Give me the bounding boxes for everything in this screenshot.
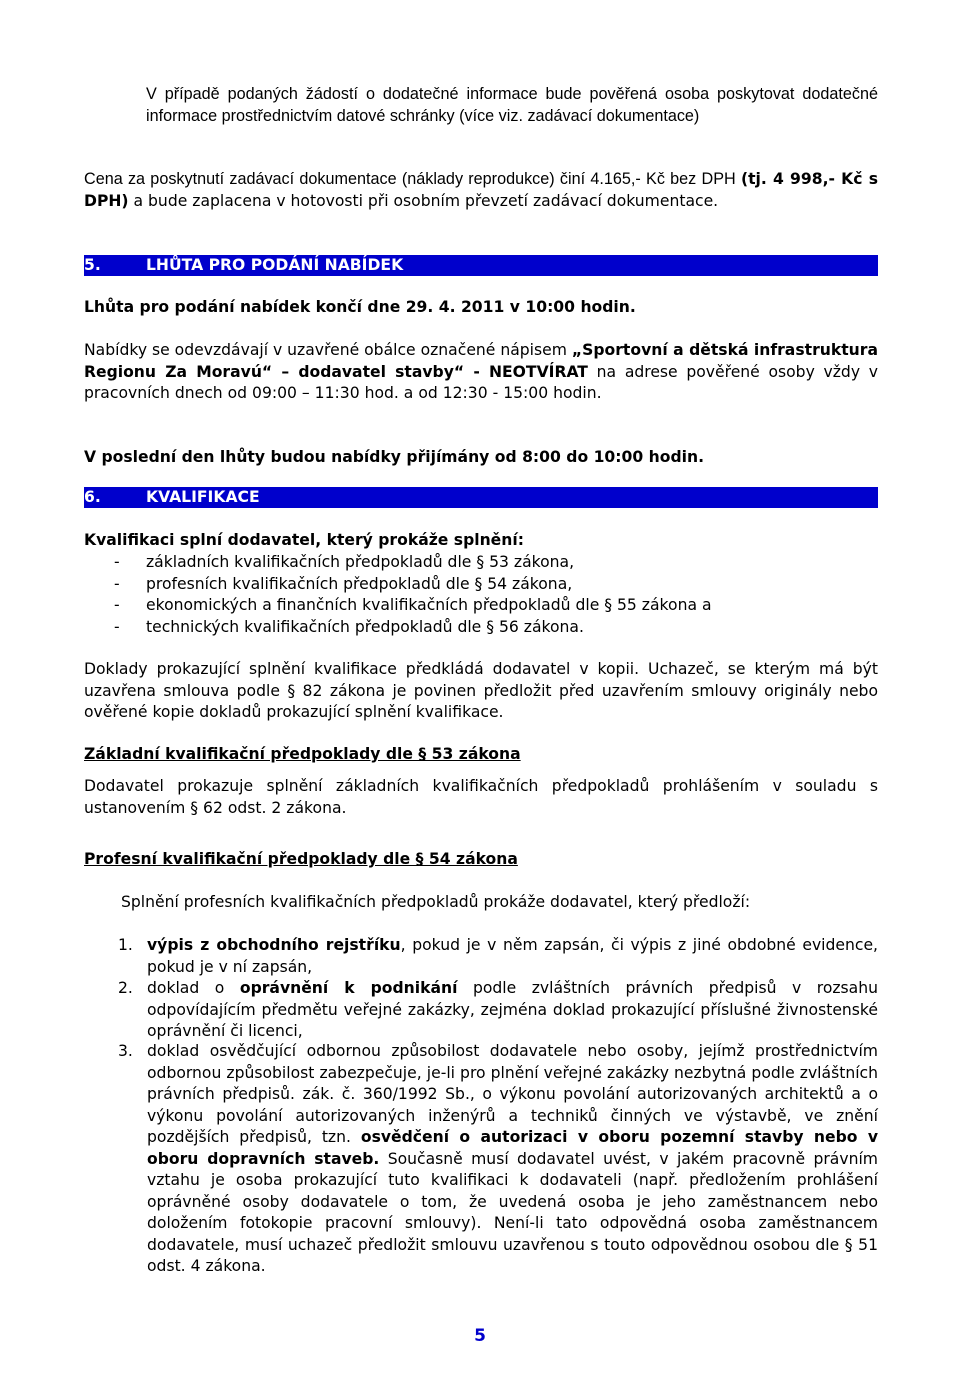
cena-text: Cena za poskytnutí zadávací dokumentace (náklady reprodukce) činí 4.165,- Kč bez DPH	[84, 170, 741, 188]
list-item-text: profesních kvalifikačních předpokladů dle § 54 zákona,	[146, 575, 573, 593]
last-day-text: V poslední den lhůty budou nabídky přijímány od 8:00 do 10:00 hodin.	[84, 448, 704, 466]
section-5-number: 5.	[84, 256, 101, 274]
list-item-text: ekonomických a finančních kvalifikačních předpokladů dle § 55 zákona a	[146, 596, 712, 614]
list-number: 3.	[118, 1042, 133, 1060]
list-item-pre: doklad o	[147, 979, 240, 997]
list-item-pre: doklad osvědčující odbornou způsobilost dodavatele nebo osoby, jejímž prostřednictvím odbornou způsobilost zabezpečuje, je-li pro plnění veřejné zakázky nezbytná podle zvláštních právních předpisů. zák. č. 360/1992 Sb., o výkonu povolání autorizovaných architektů a o výkonu povolání autorizovaných inženýrů a techniků činných ve výstavbě, ve znění pozdějších předpisů, tzn.	[147, 1042, 878, 1146]
section-5-title: LHŮTA PRO PODÁNÍ NABÍDEK	[146, 256, 404, 274]
cena-paragraph	[84, 169, 878, 212]
kvalifikace-lead: Kvalifikaci splní dodavatel, který prokáže splnění:	[84, 531, 524, 549]
list-number: 1.	[118, 936, 133, 954]
list-item-bold: osvědčení o autorizaci v oboru pozemní stavby nebo v oboru dopravních staveb.	[147, 1128, 879, 1168]
list-item-bold: oprávnění k podnikání	[239, 979, 458, 997]
cena-text-end: a bude zaplacena v hotovosti při osobním převzetí zadávací dokumentace.	[128, 191, 719, 210]
zakladni-heading-text: Základní kvalifikační předpoklady dle § 53 zákona	[84, 745, 521, 763]
doklady-paragraph: Doklady prokazující splnění kvalifikace předkládá dodavatel v kopii. Uchazeč, se kterým má být uzavřena smlouva podle § 82 zákona je povinen předložit před uzavřením smlouvy originály nebo ověřené kopie dokladů prokazující splnění kvalifikace.	[84, 660, 878, 721]
profesni-heading-text: Profesní kvalifikační předpoklady dle § 54 zákona	[84, 850, 518, 868]
dash-bullet: -	[114, 618, 120, 636]
list-number: 2.	[118, 979, 133, 997]
list-item-text: Současně musí dodavatel uvést, v jakém pracovně právním vztahu je osoba prokazující tuto kvalifikaci k dodavateli (např. předložením prohlášení oprávněné osoby dodavatele o tom, že uvedená osoba je jeho zaměstnancem nebo doložením fotokopie pracovní smlouvy). Není-li tato odpovědná osoba zaměstnancem dodavatele, musí uchazeč předložit smlouvu uzavřenou s touto odpovědnou osobou dle § 51 odst. 4 zákona.	[147, 1149, 878, 1275]
profesni-heading	[84, 849, 878, 871]
dash-bullet: -	[114, 596, 120, 614]
obalka-napis: „Sportovní a dětská infrastruktura Regionu Za Moravú“ – dodavatel stavby“ - NEOTVÍRAT	[84, 341, 879, 381]
cena-s-dph: (tj. 4 998,- Kč s DPH)	[84, 170, 878, 210]
list-item-text: , pokud je v něm zapsán, či výpis z jiné obdobné evidence, pokud je v ní zapsán,	[147, 936, 878, 976]
nabidky-text: Nabídky se odevzdávají v uzavřené obálce označené nápisem	[84, 341, 572, 359]
list-item-content	[147, 1041, 878, 1278]
section-6-number: 6.	[84, 488, 101, 506]
list-item-text: podle zvláštních právních předpisů v rozsahu odpovídajícím předmětu veřejné zakázky, zejména doklad prokazující příslušné živnostenské oprávnění či licenci,	[147, 979, 878, 1040]
list-item-bold: výpis z obchodního rejstříku	[147, 936, 401, 954]
list-item-content	[147, 978, 878, 1043]
section-6-title: KVALIFIKACE	[146, 488, 260, 506]
dodatecne-informace-text: V případě podaných žádostí o dodatečné informace bude pověřená osoba poskytovat dodatečné informace prostřednictvím datové schránky (více viz. zadávací dokumentace)	[146, 85, 878, 125]
deadline-text: Lhůta pro podání nabídek končí dne 29. 4. 2011 v 10:00 hodin.	[84, 298, 636, 316]
nabidky-paragraph	[84, 340, 878, 405]
section-6-header	[84, 487, 878, 508]
nabidky-adresa: na adrese pověřené osoby vždy v pracovních dnech od 09:00 – 11:30 hod. a od 12:30 - 15:00 hodin.	[84, 362, 878, 402]
dash-bullet: -	[114, 575, 120, 593]
dash-bullet: -	[114, 553, 120, 571]
zakladni-paragraph: Dodavatel prokazuje splnění základních kvalifikačních předpokladů prohlášením v souladu s ustanovením § 62 odst. 2 zákona.	[84, 777, 878, 817]
list-item-text: technických kvalifikačních předpokladů dle § 56 zákona.	[146, 618, 584, 636]
list-item-text: základních kvalifikačních předpokladů dle § 53 zákona,	[146, 553, 575, 571]
list-item-content	[147, 935, 878, 978]
page-number: 5	[474, 1326, 486, 1346]
profesni-lead: Splnění profesních kvalifikačních předpokladů prokáže dodavatel, který předloží:	[121, 893, 751, 911]
section-5-header	[84, 255, 878, 276]
zakladni-heading	[84, 744, 878, 766]
dodatecne-informace-paragraph	[146, 84, 878, 127]
